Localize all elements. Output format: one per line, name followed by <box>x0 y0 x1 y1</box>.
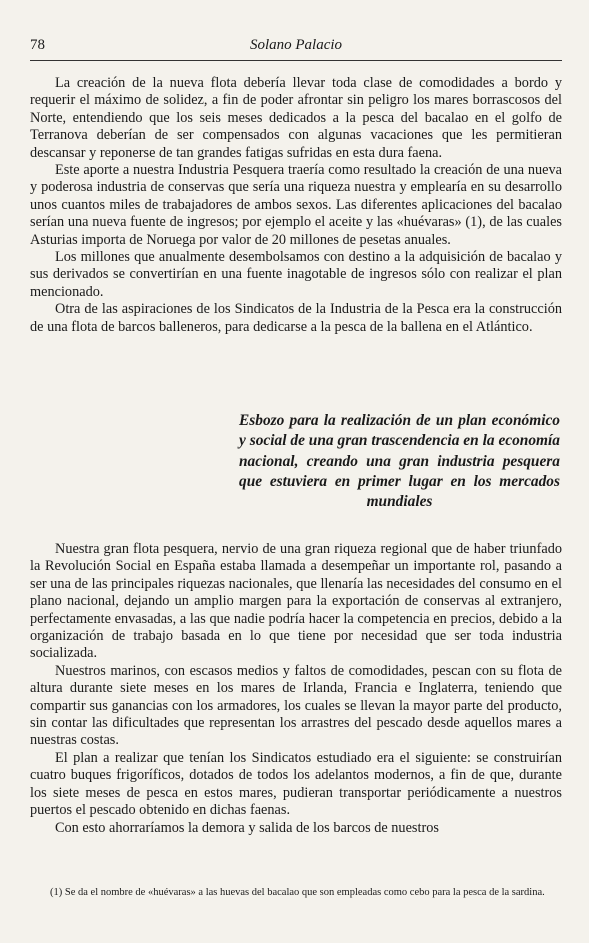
paragraph: Otra de las aspiraciones de los Sindicatos de la Industria de la Pesca era la construcción de una flota de barcos balleneros, para dedicarse a la pesca de la ballena en el Atlántico. <box>30 301 562 335</box>
page-header <box>30 37 562 57</box>
body-text-top <box>30 75 562 336</box>
footnote-text: (1) Se da el nombre de «huévaras» a las huevas del bacalao que son empleadas como cebo para la pesca de la sardina. <box>50 887 545 898</box>
header-rule <box>30 60 562 61</box>
paragraph: Nuestra gran flota pesquera, nervio de una gran riqueza regional que de haber triunfado la Revolución Social en España estaba llamada a desempeñar un importante rol, pasando a ser una de las principales riquezas nacionales, que llenaría las necesidades del consumo en el plano nacional, dejando un amplio margen para la exportación de conservas al extranjero, perfectamente envasadas, a las que nadie podría hacer la competencia en precios, debido a la organización de trabajo basada en lo que tiene por necesidad que ser toda industria socializada. <box>30 541 562 662</box>
body-text-bottom <box>30 541 562 837</box>
page-number: 78 <box>30 37 45 53</box>
paragraph: El plan a realizar que tenían los Sindicatos estudiado era el siguiente: se construirían cuatro buques frigoríficos, dotados de todos los adelantos modernos, a fin de que, durante los siete meses de pesca en estos mares, pudieran transportar periódicamente a nuestros puertos el pescado obtenido en dichas faenas. <box>30 749 562 819</box>
footnote <box>30 886 562 900</box>
section-heading: Esbozo para la realización de un plan económico y social de una gran trascendencia en la economía nacional, creando una gran industria pesquera que estuviera en primer lugar en los mercados mundiales <box>239 412 560 511</box>
paragraph: La creación de la nueva flota debería llevar toda clase de comodidades a bordo y requerir el máximo de solidez, a fin de poder afrontar sin peligro los mares borrascosos del Norte, entendiendo que los seis meses dedicados a la pesca del bacalao en el golfo de Terranova deberían de ser compensados con algunas vacaciones que les permitieran descansar y reponerse de tan grandes fatigas sufridas en esta dura faena. <box>30 75 562 161</box>
paragraph: Este aporte a nuestra Industria Pesquera traería como resultado la creación de una nueva y poderosa industria de conservas que sería una riqueza nuestra y emplearía en su desarrollo unos cuantos miles de trabajadores de ambos sexos. Las diferentes aplicaciones del bacalao serían una nueva fuente de ingresos; por ejemplo el aceite y las «huévaras» (1), de las cuales Asturias importa de Noruega por valor de 20 millones de pesetas anuales. <box>30 162 562 248</box>
paragraph: Los millones que anualmente desembolsamos con destino a la adquisición de bacalao y sus derivados se convertirían en una fuente inagotable de ingresos sólo con realizar el plan mencionado. <box>30 249 562 300</box>
paragraph: Nuestros marinos, con escasos medios y faltos de comodidades, pescan con su flota de altura durante siete meses en los mares de Irlanda, Francia e Inglaterra, teniendo que compartir sus ganancias con los armadores, los cuales se llevan la mayor parte del producto, sin contar las dificultades que representan los arrastres del pescado desde aquellos mares a nuestras costas. <box>30 662 562 749</box>
running-head: Solano Palacio <box>249 37 343 53</box>
paragraph: Con esto ahorraríamos la demora y salida de los barcos de nuestros <box>55 819 439 836</box>
